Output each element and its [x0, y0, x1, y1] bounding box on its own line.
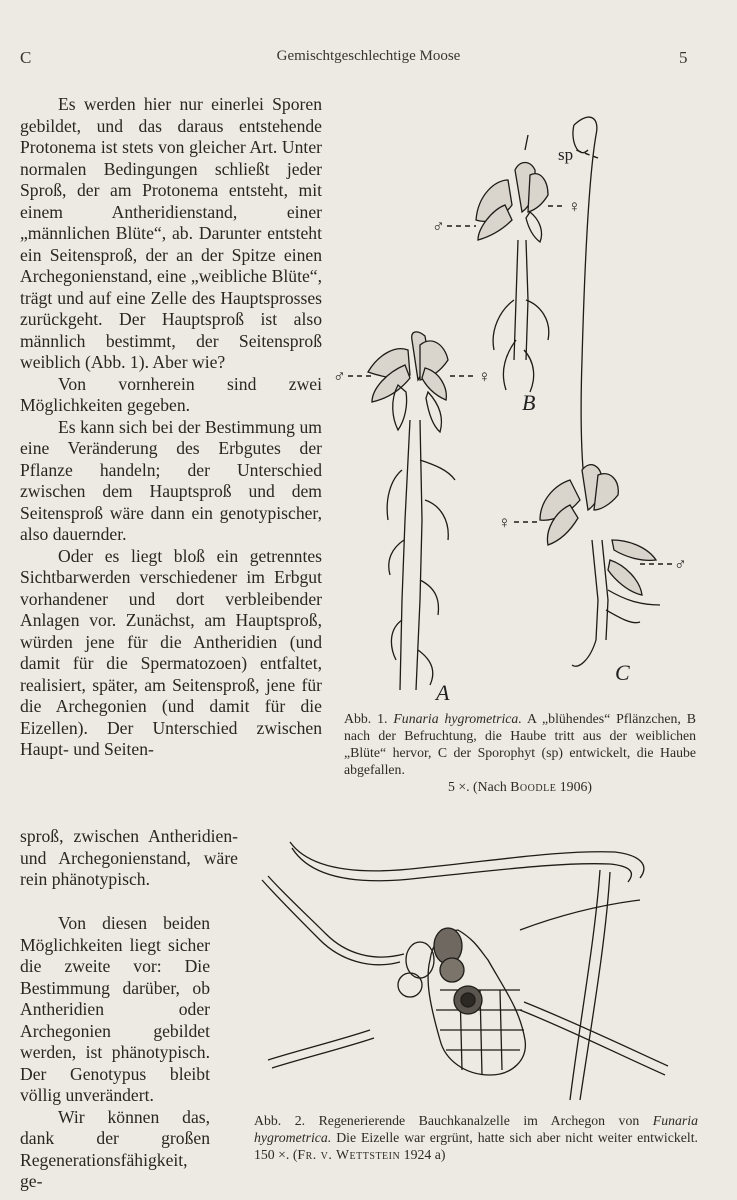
female-symbol-c: ♀: [498, 513, 511, 532]
plant-label-c: C: [615, 660, 630, 685]
caption-author: Boodle: [510, 779, 557, 794]
plant-c-drawing: [540, 117, 660, 666]
paragraph: Es kann sich bei der Bestimmung um eine Veränderung des Erbgutes der Pflanze handeln; der Unterschied zwischen dem Hauptsproß und dem Seitensproß wäre dann ein genotypischer, also dauernder.: [20, 416, 322, 544]
caption-source: [344, 778, 696, 795]
figure-2-caption: [254, 1112, 698, 1163]
paragraph: Oder es liegt bloß ein getrenntes Sichtbarwerden verschiedener im Erbgut vorhandener und dort verbleibender Anlagen vor. Zunächst, am Hauptsproß, würden jene für die Antheridien (und damit für die Spermatozoen) entfaltet, realisiert, später, am Seitensproß, jene für die Archegonien (und damit für die Eizellen). Der Unterschied zwischen Haupt- und Seiten-: [20, 545, 322, 759]
paragraph: Wir können das, dank der großen Regenerationsfähigkeit, ge-: [20, 1106, 210, 1191]
plant-label-b: B: [522, 390, 536, 415]
plant-label-a: A: [436, 680, 450, 705]
plant-b-drawing: [476, 135, 549, 392]
male-symbol-c: ♂: [674, 555, 687, 574]
female-symbol-b: ♀: [568, 197, 581, 216]
species-name: Funaria hygrometrica.: [254, 1113, 698, 1145]
caption-year: 1924 a): [403, 1147, 446, 1162]
caption-body: Die Eizelle war ergrünt, hatte sich aber nicht weiter entwickelt. 150 ×. (: [254, 1130, 698, 1162]
caption-label: Abb. 2. Regenerierende Bauchkanalzelle im Archegon von: [254, 1113, 640, 1128]
male-symbol-b: ♂: [432, 217, 445, 236]
paragraph: Von vornherein sind zwei Möglichkeiten gegeben.: [20, 373, 322, 415]
page-number: 5: [679, 48, 688, 67]
figure-2-illustration: [262, 842, 668, 1100]
male-symbol-a: ♂: [333, 367, 346, 386]
sporophyte-label: sp: [558, 145, 574, 164]
body-column-upper: [20, 94, 322, 761]
paragraph: Es werden hier nur einerlei Sporen gebildet, und das daraus entstehende Protonema ist stets von gleicher Art. Unter normalen Bedingungen schließt jeder Sproß, der am Protonema entsteht, mit einem Antheridienstand, einer „männlichen Blüte“, ab. Darunter entsteht ein Seitensproß, der an der Spitze einen Archegonienstand, eine „weibliche Blüte“, trägt und auf eine Zelle des Hauptsprosses zurückgeht. Der Hauptsproß ist also männlich bestimmt, der Seitensproß weiblich (Abb. 1). Aber wie?: [20, 94, 322, 372]
female-symbol-a: ♀: [478, 367, 491, 386]
paragraph: Von diesen beiden Möglichkeiten liegt sicher die zweite vor: Die Bestimmung darüber, ob Antheridien oder Archegonien gebildet werden, ist phänotypisch. Der Genotypus bleibt völlig unverändert.: [20, 913, 210, 1105]
section-letter: C: [20, 48, 32, 67]
species-name: Funaria hygrometrica.: [393, 711, 522, 726]
running-title: Gemischtgeschlechtige Moose: [276, 48, 461, 64]
figure-1-caption: [344, 710, 696, 795]
caption-year: 1906): [559, 779, 592, 794]
caption-scale: 5 ×. (Nach: [448, 779, 507, 794]
plant-a-drawing: [368, 332, 455, 690]
body-column-middle: [20, 826, 238, 891]
caption-label: Abb. 1.: [344, 711, 388, 726]
caption-author: Fr. v. Wettstein: [297, 1147, 401, 1162]
body-column-lower: [20, 913, 210, 1193]
paragraph: sproß, zwischen Antheridien- und Archegonienstand, wäre rein phänotypisch.: [20, 826, 238, 889]
caption-body: A „blühendes“ Pflänzchen, B nach der Befruchtung, die Haube tritt aus der weiblichen „Blüte“ hervor, C der Sporophyt (sp) entwickelt, die Haube abgefallen.: [344, 711, 696, 777]
